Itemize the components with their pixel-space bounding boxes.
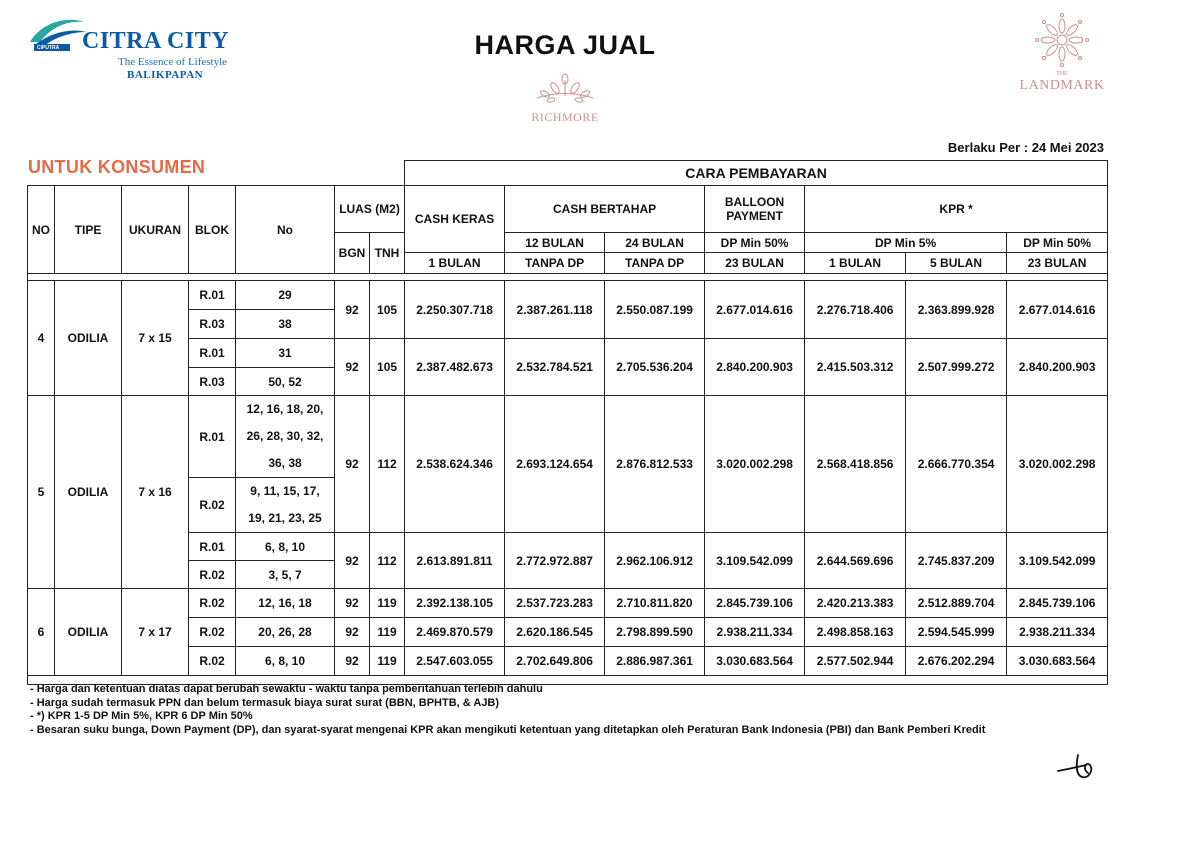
price-table	[27, 160, 1108, 685]
cell-bgn: 92	[335, 396, 370, 533]
header-kpr-dp5: DP Min 5%	[805, 233, 1007, 253]
leaf-branch-icon	[515, 70, 615, 110]
cell-price: 2.363.899.928	[906, 281, 1007, 339]
note-line: - *) KPR 1-5 DP Min 5%, KPR 6 DP Min 50%	[30, 710, 253, 722]
cell-nomor	[236, 396, 335, 478]
header-tipe: TIPE	[55, 186, 122, 274]
signature-icon	[1050, 745, 1110, 785]
cell-bgn: 92	[335, 339, 370, 396]
cell-nomor	[236, 478, 335, 533]
cell-tnh: 112	[370, 396, 405, 533]
cell-nomor: 3, 5, 7	[236, 561, 335, 589]
cell-tnh: 119	[370, 618, 405, 647]
valid-date: Berlaku Per : 24 Mei 2023	[947, 140, 1104, 155]
cell-price: 2.710.811.820	[605, 589, 705, 618]
cell-price: 3.020.002.298	[705, 396, 805, 533]
nomor-line: 36, 38	[268, 456, 302, 470]
cell-price: 2.415.503.312	[805, 339, 906, 396]
cell-tnh: 105	[370, 281, 405, 339]
cell-price: 2.962.106.912	[605, 533, 705, 589]
table-row	[28, 589, 1108, 618]
note-line: - Harga dan ketentuan diatas dapat berubah sewaktu - waktu tanpa pemberitahuan terlebih dahulu	[30, 683, 543, 695]
cell-blok: R.01	[189, 281, 236, 310]
cell-price: 2.594.545.999	[906, 618, 1007, 647]
cell-price: 2.845.739.106	[705, 589, 805, 618]
cell-price: 2.550.087.199	[605, 281, 705, 339]
sunburst-icon	[1002, 12, 1122, 70]
note-line: - Besaran suku bunga, Down Payment (DP), dan syarat-syarat mengenai KPR akan mengikuti ketentuan yang ditetapkan oleh Peraturan Bank Indonesia (PBI) dan Bank Pemberi Kredit	[30, 723, 986, 736]
cell-price: 2.677.014.616	[705, 281, 805, 339]
cell-price: 2.547.603.055	[405, 647, 505, 676]
header-blok: BLOK	[189, 186, 236, 274]
cell-price: 2.938.211.334	[1007, 618, 1108, 647]
cell-tipe: ODILIA	[55, 589, 122, 676]
table-row	[28, 618, 1108, 647]
header-balloon-dp: DP Min 50%	[705, 233, 805, 253]
cell-price: 2.840.200.903	[1007, 339, 1108, 396]
richmore-name: RICHMORE	[531, 110, 599, 124]
cell-price: 2.772.972.887	[505, 533, 605, 589]
citra-city-tagline: The Essence of Lifestyle	[118, 56, 228, 68]
cell-price: 2.498.858.163	[805, 618, 906, 647]
landmark-logo	[1002, 12, 1122, 98]
cell-price: 2.702.649.806	[505, 647, 605, 676]
cell-ukuran: 7 x 15	[122, 281, 189, 396]
header-luas: LUAS (M2)	[335, 186, 405, 233]
cell-nomor: 31	[236, 339, 335, 368]
cell-blok: R.01	[189, 396, 236, 478]
nomor-line: 12, 16, 18, 20,	[246, 402, 324, 416]
cell-price: 2.387.482.673	[405, 339, 505, 396]
landmark-small: THE	[1056, 71, 1068, 77]
header-tanpa-dp-2: TANPA DP	[605, 253, 705, 274]
cell-tnh: 119	[370, 647, 405, 676]
cell-price: 2.886.987.361	[605, 647, 705, 676]
cell-blok: R.02	[189, 618, 236, 647]
header-kpr-23-bulan: 23 BULAN	[1007, 253, 1108, 274]
header-kpr-1-bulan: 1 BULAN	[805, 253, 906, 274]
header-kpr-dp50: DP Min 50%	[1007, 233, 1108, 253]
cell-price: 2.276.718.406	[805, 281, 906, 339]
header-12-bulan: 12 BULAN	[505, 233, 605, 253]
cell-blok: R.01	[189, 533, 236, 561]
cell-tnh: 119	[370, 589, 405, 618]
cell-bgn: 92	[335, 618, 370, 647]
cell-price: 2.938.211.334	[705, 618, 805, 647]
header-tanpa-dp-1: TANPA DP	[505, 253, 605, 274]
citra-city-name: CITRA CITY	[82, 28, 230, 54]
header-ukuran: UKURAN	[122, 186, 189, 274]
cell-price: 2.620.186.545	[505, 618, 605, 647]
cell-tnh: 105	[370, 339, 405, 396]
header-balloon-23: 23 BULAN	[705, 253, 805, 274]
cell-bgn: 92	[335, 281, 370, 339]
cell-price: 2.613.891.811	[405, 533, 505, 589]
section-label: UNTUK KONSUMEN	[28, 157, 206, 177]
header-24-bulan: 24 BULAN	[605, 233, 705, 253]
cell-price: 2.693.124.654	[505, 396, 605, 533]
cell-price: 2.840.200.903	[705, 339, 805, 396]
cell-price: 2.469.870.579	[405, 618, 505, 647]
cell-price: 3.030.683.564	[705, 647, 805, 676]
header-cash-bertahap: CASH BERTAHAP	[505, 186, 705, 233]
notes	[30, 683, 985, 737]
cell-price: 2.677.014.616	[1007, 281, 1108, 339]
cell-price: 3.109.542.099	[1007, 533, 1108, 589]
cell-blok: R.03	[189, 310, 236, 339]
cell-price: 2.392.138.105	[405, 589, 505, 618]
cell-price: 2.538.624.346	[405, 396, 505, 533]
cell-blok: R.02	[189, 478, 236, 533]
nomor-line: 9, 11, 15, 17,	[250, 484, 320, 498]
citra-city-location: BALIKPAPAN	[127, 69, 204, 81]
table-row	[28, 339, 1108, 368]
header-no: NO	[28, 186, 55, 274]
cell-tnh: 112	[370, 533, 405, 589]
cell-nomor: 29	[236, 281, 335, 310]
cell-price: 2.420.213.383	[805, 589, 906, 618]
cell-blok: R.03	[189, 368, 236, 396]
cell-blok: R.02	[189, 561, 236, 589]
cell-price: 2.512.889.704	[906, 589, 1007, 618]
landmark-name: LANDMARK	[1019, 78, 1105, 93]
cell-ukuran: 7 x 17	[122, 589, 189, 676]
header-nomor: No	[236, 186, 335, 274]
cell-bgn: 92	[335, 589, 370, 618]
cell-price: 3.020.002.298	[1007, 396, 1108, 533]
cell-price: 2.532.784.521	[505, 339, 605, 396]
table-row	[28, 281, 1108, 310]
cell-nomor: 38	[236, 310, 335, 339]
nomor-line: 26, 28, 30, 32,	[246, 429, 324, 443]
cell-no: 5	[28, 396, 55, 589]
cell-no: 6	[28, 589, 55, 676]
cell-no: 4	[28, 281, 55, 396]
cara-pembayaran-header: CARA PEMBAYARAN	[405, 161, 1108, 186]
cell-blok: R.02	[189, 589, 236, 618]
header-cash-keras: CASH KERAS	[405, 186, 505, 253]
nomor-line: 19, 21, 23, 25	[248, 511, 322, 525]
page-title: HARGA JUAL	[474, 30, 656, 60]
cell-price: 2.507.999.272	[906, 339, 1007, 396]
cell-tipe: ODILIA	[55, 281, 122, 396]
cell-price: 2.666.770.354	[906, 396, 1007, 533]
cell-nomor: 6, 8, 10	[236, 647, 335, 676]
table-row	[28, 533, 1108, 561]
table-row	[28, 396, 1108, 478]
header-kpr-5-bulan: 5 BULAN	[906, 253, 1007, 274]
cell-price: 2.644.569.696	[805, 533, 906, 589]
cell-price: 2.745.837.209	[906, 533, 1007, 589]
cell-bgn: 92	[335, 647, 370, 676]
cell-price: 2.705.536.204	[605, 339, 705, 396]
cell-blok: R.01	[189, 339, 236, 368]
cell-price: 3.030.683.564	[1007, 647, 1108, 676]
ciputra-badge: CIPUTRA	[37, 45, 60, 51]
cell-price: 2.845.739.106	[1007, 589, 1108, 618]
cell-price: 2.577.502.944	[805, 647, 906, 676]
cell-nomor: 20, 26, 28	[236, 618, 335, 647]
cell-bgn: 92	[335, 533, 370, 589]
cell-nomor: 50, 52	[236, 368, 335, 396]
header-cash-1-bulan: 1 BULAN	[405, 253, 505, 274]
cell-blok: R.02	[189, 647, 236, 676]
cell-price: 2.387.261.118	[505, 281, 605, 339]
cell-price: 2.798.899.590	[605, 618, 705, 647]
header-balloon: BALLOON PAYMENT	[705, 186, 805, 233]
cell-ukuran: 7 x 16	[122, 396, 189, 589]
citra-city-logo	[22, 14, 232, 84]
header-kpr: KPR *	[805, 186, 1108, 233]
cell-tipe: ODILIA	[55, 396, 122, 589]
richmore-logo	[515, 70, 615, 130]
table-row	[28, 647, 1108, 676]
header-tnh: TNH	[370, 233, 405, 274]
header-bgn: BGN	[335, 233, 370, 274]
cell-price: 2.876.812.533	[605, 396, 705, 533]
cell-price: 2.250.307.718	[405, 281, 505, 339]
cell-price: 2.676.202.294	[906, 647, 1007, 676]
cell-price: 3.109.542.099	[705, 533, 805, 589]
note-line: - Harga sudah termasuk PPN dan belum termasuk biaya surat surat (BBN, BPHTB, & AJB)	[30, 696, 500, 709]
cell-price: 2.537.723.283	[505, 589, 605, 618]
cell-price: 2.568.418.856	[805, 396, 906, 533]
cell-nomor: 6, 8, 10	[236, 533, 335, 561]
cell-nomor: 12, 16, 18	[236, 589, 335, 618]
